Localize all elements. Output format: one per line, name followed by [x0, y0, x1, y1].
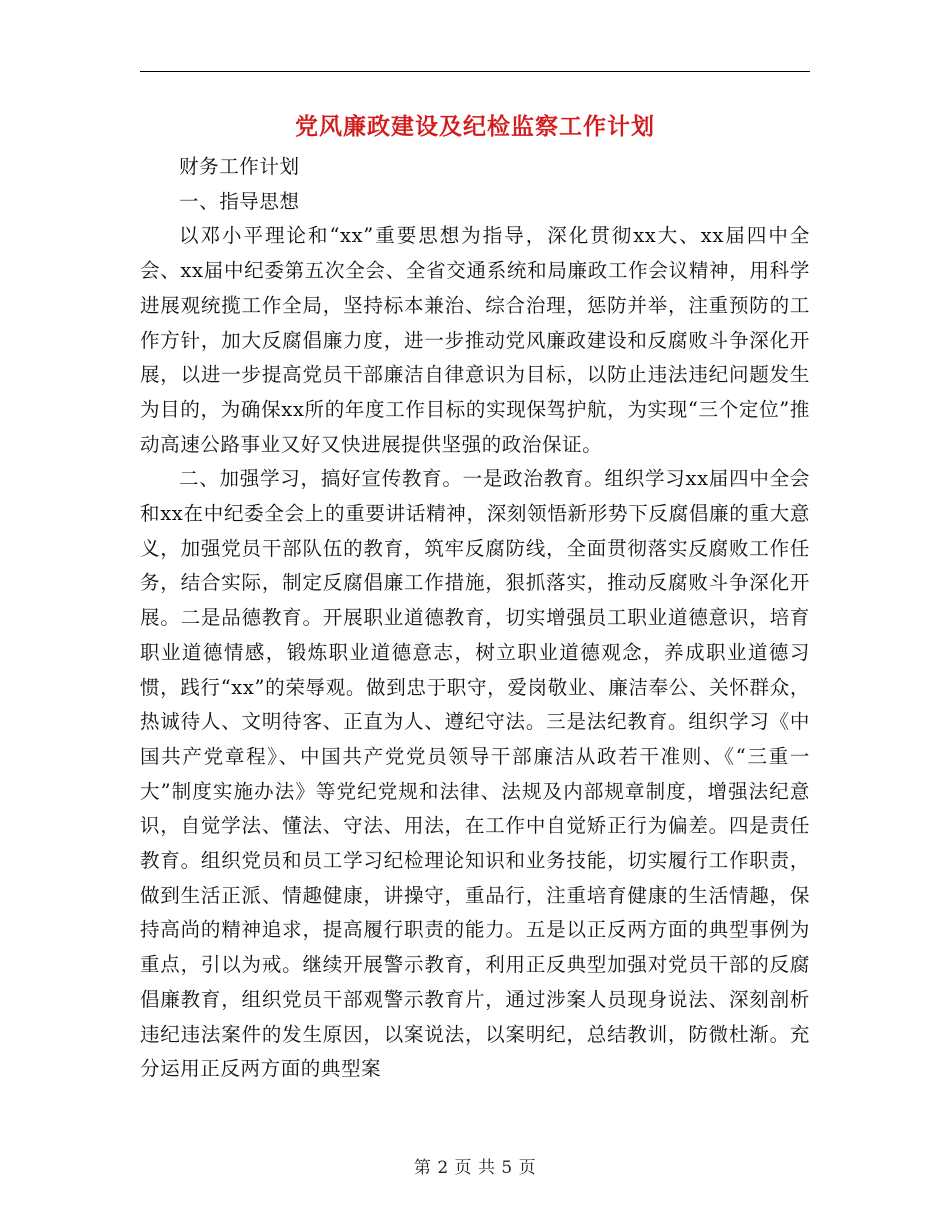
header-rule [140, 71, 810, 72]
page-number: 第 2 页 共 5 页 [413, 1158, 537, 1178]
paragraph-guiding-thought-heading: 一、指导思想 [179, 189, 300, 213]
paragraph-section-heading: 财务工作计划 [179, 155, 300, 178]
paragraph-study-education: 二、加强学习，搞好宣传教育。一是政治教育。组织学习xx届四中全会和xx在中纪委全会上的重要讲话精神，深刻领悟新形势下反腐倡廉的重大意义，加强党员干部队伍的教育，筑牢反腐防线，全面贯彻落实反腐败工作任务，结合实际，制定反腐倡廉工作措施，狠抓落实，推动反腐败斗争深化开展。二是品德教育。开展职业道德教育，切实增强员工职业道德意识，培育职业道德情感，锻炼职业道德意志，树立职业道德观念，养成职业道德习惯，践行“xx”的荣辱观。做到忠于职守，爱岗敬业、廉洁奉公、关怀群众，热诚待人、文明待客、正直为人、遵纪守法。三是法纪教育。组织学习《中国共产党章程》、中国共产党党员领导干部廉洁从政若干准则、《“三重一大”制度实施办法》等党纪党规和法律、法规及内部规章制度，增强法纪意识，自觉学法、懂法、守法、用法，在工作中自觉矫正行为偏差。四是责任教育。组织党员和员工学习纪检理论知识和业务技能，切实履行工作职责，做到生活正派、情趣健康，讲操守，重品行，注重培育健康的生活情趣，保持高尚的精神追求，提高履行职责的能力。五是以正反两方面的典型事例为重点，引以为戒。继续开展警示教育，利用正反典型加强对党员干部的反腐倡廉教育，组织党员干部观警示教育片，通过涉案人员现身说法、深刻剖析违纪违法案件的发生原因，以案说法，以案明纪，总结教训，防微杜渐。充分运用正反两方面的典型案 [140, 467, 810, 1081]
document-body [140, 150, 810, 1087]
document-title: 党风廉政建设及纪检监察工作计划 [295, 114, 655, 140]
paragraph-guiding-thought: 以邓小平理论和“xx”重要思想为指导，深化贯彻xx大、xx届四中全会、xx届中纪委第五次全会、全省交通系统和局廉政工作会议精神，用科学进展观统揽工作全局，坚持标本兼治、综合治理，惩防并举，注重预防的工作方针，加大反腐倡廉力度，进一步推动党风廉政建设和反腐败斗争深化开展，以进一步提高党员干部廉洁自律意识为目标，以防止违法违纪问题发生为目的，为确保xx所的年度工作目标的实现保驾护航，为实现“三个定位”推动高速公路事业又好又快进展提供坚强的政治保证。 [140, 224, 810, 456]
